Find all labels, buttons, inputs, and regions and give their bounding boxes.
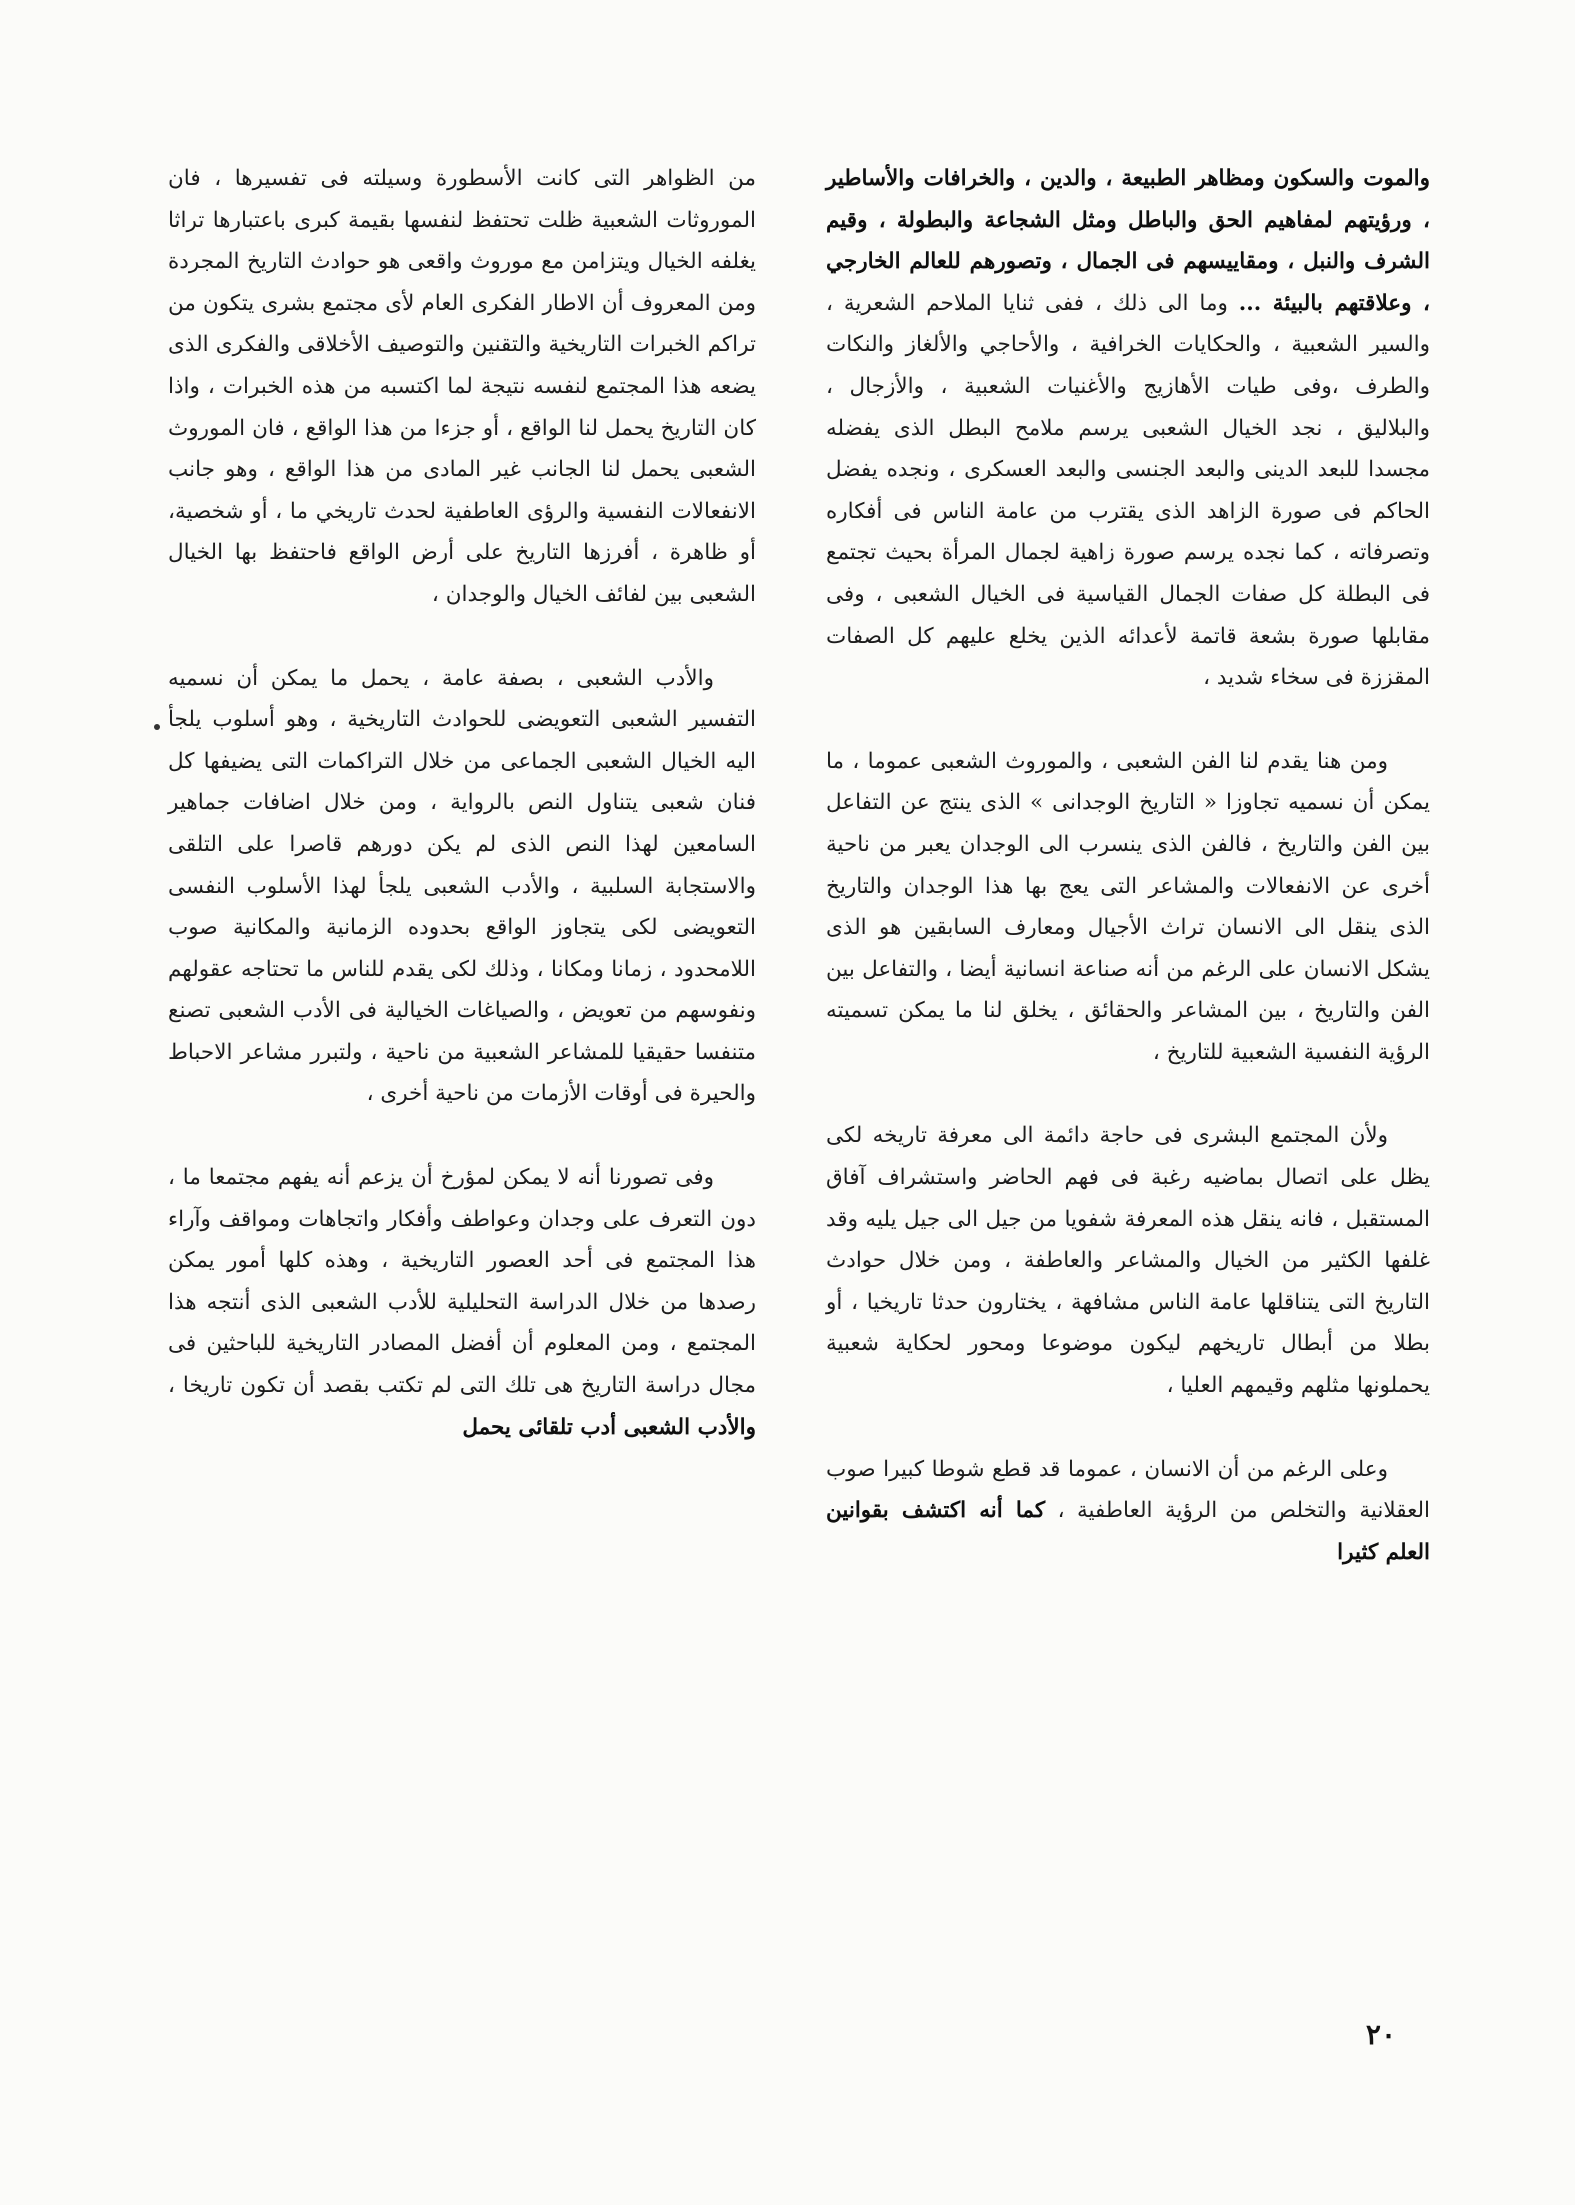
paragraph: من الظواهر التى كانت الأسطورة وسيلته فى تفسيرها ، فان الموروثات الشعبية ظلت تحتفظ لنفسها بقيمة كبرى باعتبارها تراثا يغلفه الخيال ويتزامن مع موروث واقعى هو حوادث التاريخ المجردة ومن المعروف أن الاطار الفكرى العام لأى مجتمع بشرى يتكون من تراكم الخبرات التاريخية والتقنين والتوصيف الأخلاقى والفكرى الذى يضعه هذا المجتمع لنفسه نتيجة لما اكتسبه من هذه الخبرات ، واذا كان التاريخ يحمل لنا الواقع ، أو جزءا من هذا الواقع ، فان الموروث الشعبى يحمل لنا الجانب غير المادى من هذا الواقع ، وهو جانب الانفعالات النفسية والرؤى العاطفية لحدث تاريخي ما ، أو شخصية، أو ظاهرة ، أفرزها التاريخ على أرض الواقع فاحتفظ بها الخيال الشعبى بين لفائف الخيال والوجدان ، [168,166,756,607]
page-number: ٢٠ [1365,2018,1396,2051]
body-text: وفى تصورنا أنه لا يمكن لمؤرخ أن يزعم أنه يفهم مجتمعا ما ، دون التعرف على وجدان وعواطف وأفكار واتجاهات ومواقف وآراء هذا المجتمع فى أحد العصور التاريخية ، وهذه كلها أمور يمكن رصدها من خلال الدراسة التحليلية للأدب الشعبى الذى أنتجه هذا المجتمع ، ومن المعلوم أن أفضل المصادر التاريخية للباحثين فى مجال دراسة التاريخ هى تلك التى لم تكتب بقصد أن تكون تاريخا ، [168,1165,756,1399]
paragraph [826,1449,1430,1574]
body-text: وعلى الرغم من أن الانسان ، عموما قد قطع شوطا كبيرا صوب العقلانية والتخلص من الرؤية العاطفية ، [826,1456,1430,1524]
paragraph: والأدب الشعبى ، بصفة عامة ، يحمل ما يمكن أن نسميه التفسير الشعبى التعويضى للحوادث التاريخية ، وهو أسلوب يلجأ اليه الخيال الشعبى الجماعى من خلال التراكمات التى يضيفها كل فنان شعبى يتناول النص بالرواية ، ومن خلال اضافات جماهير السامعين لهذا النص الذى لم يكن دورهم قاصرا على التلقى والاستجابة السلبية ، والأدب الشعبى يلجأ لهذا الأسلوب النفسى التعويضى لكى يتجاوز الواقع بحدوده الزمانية والمكانية صوب اللامحدود ، زمانا ومكانا ، وذلك لكى يقدم للناس ما تحتاجه عقولهم ونفوسهم من تعويض ، والصياغات الخيالية فى الأدب الشعبى تصنع متنفسا حقيقيا للمشاعر الشعبية من ناحية ، ولتبرر مشاعر الاحباط والحيرة فى أوقات الأزمات من ناحية أخرى ، [168,665,756,1107]
right-text-column [826,158,1430,1573]
paragraph [168,1157,756,1448]
body-text: وما الى ذلك ، ففى ثنايا الملاحم الشعرية ، والسير الشعبية ، والحكايات الخرافية ، والأحاجي والألغاز والنكات والطرف ،وفى طيات الأهازيج والأغنيات الشعبية ، والأزجال ، والبلاليق ، نجد الخيال الشعبى يرسم ملامح البطل الذى يفضله مجسدا للبعد الدينى والبعد الجنسى والبعد العسكرى ، ونجده يفضل الحاكم فى صورة الزاهد الذى يقترب من عامة الناس فى أفكاره وتصرفاته ، كما نجده يرسم صورة زاهية لجمال المرأة بحيث تجتمع فى البطلة كل صفات الجمال القياسية فى الخيال الشعبى ، وفى مقابلها صورة بشعة قاتمة لأعدائه الذين يخلع عليهم كل الصفات المقززة فى سخاء شديد ، [826,290,1430,691]
paragraph: ومن هنا يقدم لنا الفن الشعبى ، والموروث الشعبى عموما ، ما يمكن أن نسميه تجاوزا « التاريخ الوجدانى » الذى ينتج عن التفاعل بين الفن والتاريخ ، فالفن الذى ينسرب الى الوجدان يعبر من ناحية أخرى عن الانفعالات والمشاعر التى يعج بها هذا الوجدان والتاريخ الذى ينقل الى الانسان تراث الأجيال ومعارف السابقين هو الذى يشكل الانسان على الرغم من أنه صناعة انسانية أيضا ، والتفاعل بين الفن والتاريخ ، بين المشاعر والحقائق ، يخلق لنا ما يمكن تسميته الرؤية النفسية الشعبية للتاريخ ، [826,748,1430,1065]
bold-text: والأدب الشعبى أدب تلقائى يحمل [462,1414,756,1440]
scan-speck [154,724,160,730]
paragraph [826,158,1430,699]
bold-text: والموت والسكون ومظاهر الطبيعة ، والدين ، والخرافات والأساطير ، ورؤيتهم لمفاهيم الحق والباطل ومثل الشجاعة والبطولة ، وقيم الشرف والنبل ، ومقاييسهم فى الجمال ، وتصورهم للعالم الخارجي ، وعلاقتهم بالبيئة ... [826,166,1430,316]
left-text-column [168,158,756,1448]
bold-text: كما أنه اكتشف بقوانين العلم كثيرا [826,1498,1430,1565]
paragraph: ولأن المجتمع البشرى فى حاجة دائمة الى معرفة تاريخه لكى يظل على اتصال بماضيه رغبة فى فهم الحاضر واستشراف آفاق المستقبل ، فانه ينقل هذه المعرفة شفويا من جيل الى جيل يليه وقد غلفها الكثير من الخيال والمشاعر والعاطفة ، ومن خلال حوادث التاريخ التى يتناقلها عامة الناس مشافهة ، يختارون حدثا تاريخيا ، أو بطلا من أبطال تاريخهم ليكون موضوعا ومحور لحكاية شعبية يحملونها مثلهم وقيمهم العليا ، [826,1123,1430,1399]
